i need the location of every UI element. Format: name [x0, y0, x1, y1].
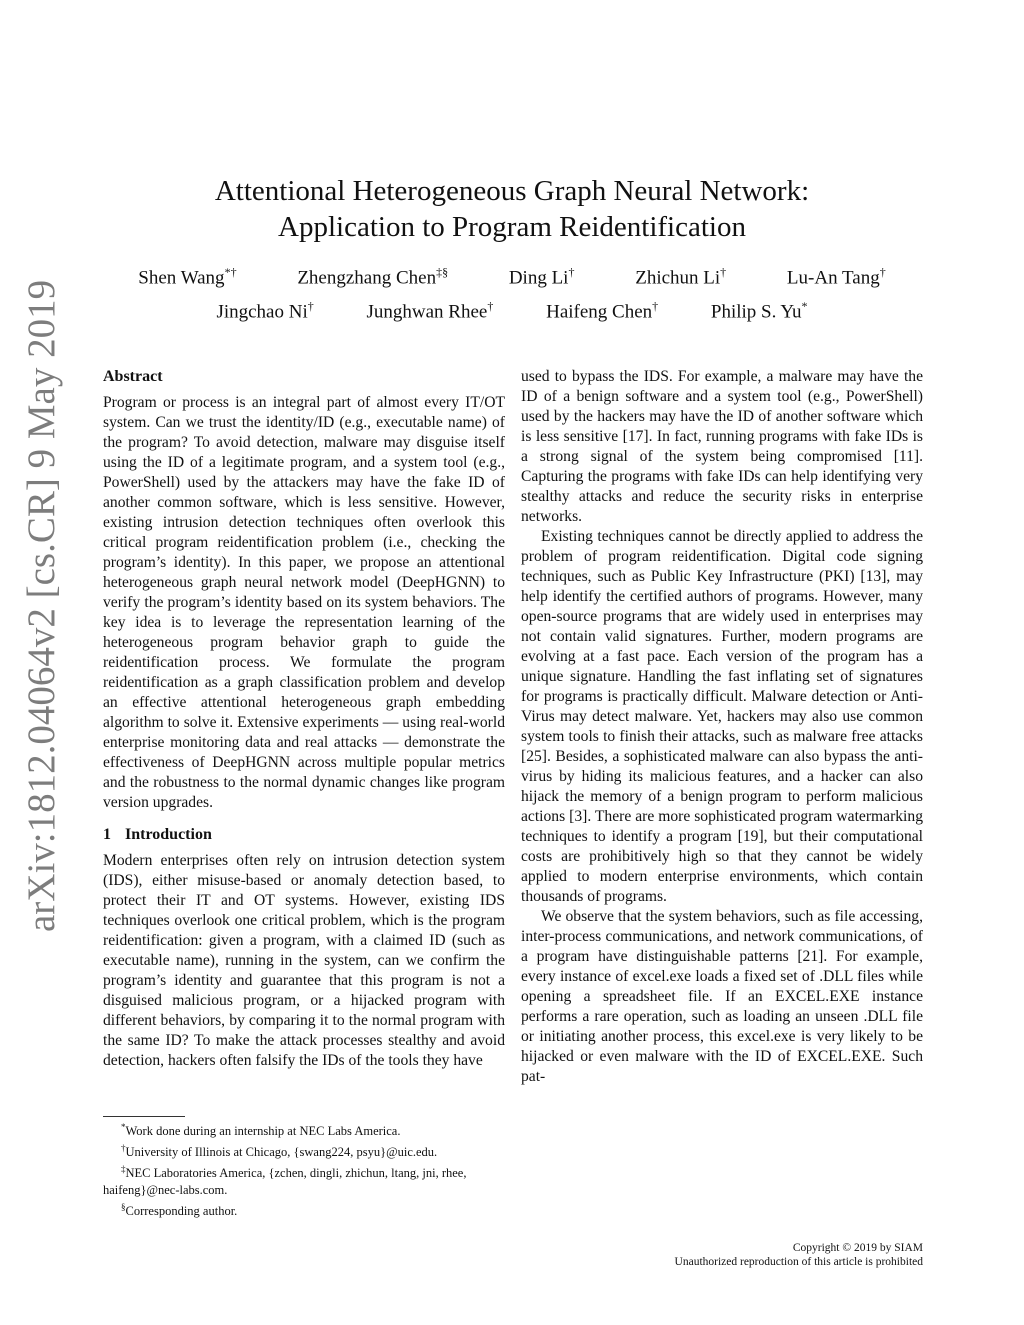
footnote [103, 1140, 505, 1161]
author-name: Lu-An Tang [786, 267, 880, 289]
author-affiliation-mark: † [652, 299, 659, 313]
author [635, 265, 726, 289]
footnote-mark: ‡ [121, 1164, 126, 1175]
footnote-text: Work done during an internship at NEC Labs America. [125, 1124, 401, 1139]
author [787, 265, 886, 289]
author-name: Zhengzhang Chen [297, 267, 437, 289]
author-affiliation-mark: * [801, 299, 808, 313]
footnote-mark: * [121, 1122, 126, 1132]
author-affiliation-mark: † [487, 299, 494, 313]
author-row-1 [0, 265, 1024, 289]
right-column [521, 367, 923, 1087]
footnotes [103, 1116, 505, 1221]
author [216, 299, 313, 323]
author-affiliation-mark: † [879, 265, 886, 279]
paper-title [0, 173, 1024, 245]
intro-paragraph-1-continued: used to bypass the IDS. For example, a malware may have the ID of a benign software and a system tool (e.g., PowerShell) used by the hackers may have the ID of another software which is less sensitive [17]. In fact, running programs with fake IDs is a strong signal of the system being compromised [11]. Capturing the programs with fake IDs can help identifying very stealthy attacks and reduce the security risks in enterprise networks. [521, 368, 923, 525]
author-row-2 [0, 299, 1024, 323]
author-affiliation-mark: † [568, 265, 575, 279]
footnote-mark: † [121, 1143, 126, 1154]
author-name: Shen Wang [138, 267, 225, 289]
footnote [103, 1119, 505, 1140]
author-affiliation-mark: ‡§ [436, 265, 449, 279]
author-name: Ding Li [508, 267, 569, 289]
arxiv-identifier: arXiv:1812.04064v2 [cs.CR] 9 May 2019 [20, 279, 63, 932]
abstract-text: Program or process is an integral part of almost every IT/OT system. Can we trust the identity/ID (e.g., executable name) of the program? To avoid detection, malware may disguise itself using the ID of a legitimate program, and a system tool (e.g., PowerShell) used by the attackers may have the fake ID of another common software, which is less sensitive. However, existing intrusion detection techniques often overlook this critical program reidentification problem (i.e., checking the program’s identity). In this paper, we propose an attentional heterogeneous graph neural network model (DeepHGNN) to verify the program’s identity based on its system behaviors. The key idea is to leverage the representation learning of the heterogeneous program behavior graph to guide the reidentification process. We formulate the program reidentification as a graph classification problem and develop an effective attentional heterogeneous graph embedding algorithm to solve it. Extensive experiments — using real-world enterprise monitoring data and real attacks — demonstrate the effectiveness of DeepHGNN across multiple popular metrics and the robustness to the normal dynamic changes like program version upgrades. [103, 394, 505, 811]
footnote-text: University of Illinois at Chicago, {swang224, psyu}@uic.edu. [125, 1145, 438, 1160]
title-line-1: Attentional Heterogeneous Graph Neural Network: [214, 175, 810, 207]
author-name: Zhichun Li [635, 267, 721, 289]
author [138, 265, 236, 289]
left-column [103, 367, 505, 1071]
author [509, 265, 575, 289]
title-line-2: Application to Program Reidentification [278, 211, 746, 243]
author-affiliation-mark: † [720, 265, 727, 279]
abstract-heading: Abstract [103, 368, 163, 385]
intro-heading [103, 825, 505, 845]
section-number: 1 [103, 826, 111, 843]
footnote-text: Corresponding author. [125, 1204, 238, 1219]
intro-paragraph-2: Existing techniques cannot be directly applied to address the problem of program reidentification. Digital code signing techniques, such as Public Key Infrastructure (PKI) [13], may help identify the certified authors of programs. However, many open-source programs that are widely used in enterprises may not contain valid signatures. Further, modern programs are evolving at a fast pace. Each version of the program has a unique signature. Handling the fast inflating set of signatures for programs is practically difficult. Malware detection or Anti-Virus may detect malware. Yet, hackers may also use common system tools to finish their attacks, such as malware free attacks [25]. Besides, a sophisticated malware can also bypass the anti-virus by hiding its malicious features, and a hacker can also hijack the memory of a benign program to perform malicious actions [3]. There are more sophisticated program watermarking techniques to identify a program [19], but their computational costs are prohibitively high so that they cannot be widely applied to modern enterprise environments, which contain thousands of programs. [521, 528, 923, 905]
intro-paragraph-1: Modern enterprises often rely on intrusion detection system (IDS), either misuse-based or anomaly detection based, to protect their IT and OT systems. However, existing IDS techniques overlook one critical problem, which is the program reidentification: given a program, with a claimed ID (such as executable name), running in the system, can we confirm the program’s identity and guarantee that this program is not a disguised malicious program, or a hijacked program with different behaviors, by comparing it to the normal program with the same ID? To make the attack processes stealthy and avoid detection, hackers often falsify the IDs of the tools they have [103, 852, 505, 1069]
intro-paragraph-3: We observe that the system behaviors, such as file accessing, inter-process communications, and network communications, of a program have distinguishable patterns [21]. For example, every instance of excel.exe loads a fixed set of .DLL files while opening a spreadsheet file. If an EXCEL.EXE instance performs a rare operation, such as loading an unseen .DLL file or initiating another process, this excel.exe is very likely to be hijacked or even malware with the ID of EXCEL.EXE. Such pat- [521, 908, 923, 1085]
footnote-rule [103, 1116, 185, 1117]
footnote [103, 1199, 505, 1220]
author [367, 299, 494, 323]
author-name: Jingchao Ni [216, 301, 308, 323]
footnote [103, 1161, 505, 1199]
footnote-text: NEC Laboratories America, {zchen, dingli, zhichun, ltang, jni, rhee, haifeng}@nec-labs.com. [103, 1166, 467, 1198]
copyright-line-1: Copyright © 2019 by SIAM [792, 1242, 923, 1254]
author-affiliation-mark: † [307, 299, 314, 313]
author [546, 299, 658, 323]
author [297, 265, 448, 289]
copyright-notice [675, 1241, 923, 1269]
author-name: Haifeng Chen [546, 301, 653, 323]
author-affiliation-mark: *† [224, 265, 237, 279]
section-title: Introduction [125, 826, 212, 843]
author [711, 299, 808, 323]
author-name: Philip S. Yu [710, 301, 802, 323]
copyright-line-2: Unauthorized reproduction of this article is prohibited [674, 1256, 923, 1268]
author-name: Junghwan Rhee [366, 301, 488, 323]
footnote-mark: § [121, 1202, 126, 1213]
